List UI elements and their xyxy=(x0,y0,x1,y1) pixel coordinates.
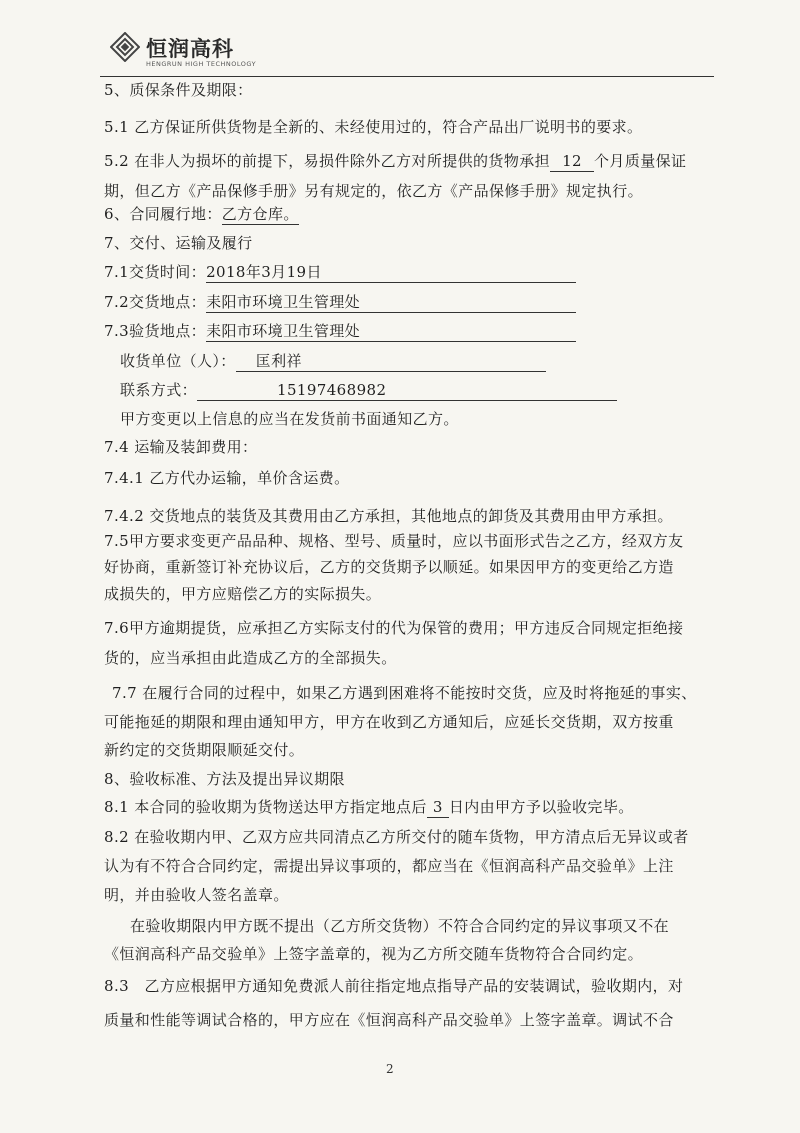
delivery-place: 耒阳市环境卫生管理处 xyxy=(206,293,576,313)
clause-8-1: 8.1 本合同的验收期为货物送达甲方指定地点后 3 日内由甲方予以验收完毕。 xyxy=(104,798,634,816)
company-logo-icon xyxy=(110,32,140,62)
clause-7-1: 7.1交货时间：2018年3月19日 xyxy=(104,261,724,283)
clause-7-6: 7.6甲方逾期提货，应承担乙方实际支付的代为保管的费用；甲方违反合同规定拒绝接 xyxy=(104,619,684,637)
letterhead xyxy=(100,30,714,77)
clause-8-3: 8.3 乙方应根据甲方通知免费派人前往指定地点指导产品的安装调试，验收期内，对 xyxy=(104,977,684,995)
warranty-months: 12 xyxy=(550,152,594,172)
inspection-place: 耒阳市环境卫生管理处 xyxy=(206,322,576,342)
clause-7-7: 7.7 在履行合同的过程中，如果乙方遇到困难将不能按时交货，应及时将拖延的事实、 xyxy=(112,684,697,702)
clause-7-5-cont1: 好协商，重新签订补充协议后，乙方的交货期予以顺延。如果因甲方的变更给乙方造 xyxy=(104,558,674,576)
clause-5-2-cont: 期，但乙方《产品保修手册》另有规定的，依乙方《产品保修手册》规定执行。 xyxy=(104,182,644,200)
clause-8-2: 8.2 在验收期内甲、乙双方应共同清点乙方所交付的随车货物，甲方清点后无异议或者 xyxy=(104,828,689,846)
clause-7-6-cont: 货的，应当承担由此造成乙方的全部损失。 xyxy=(104,649,397,667)
section-7-heading: 7、交付、运输及履行 xyxy=(104,234,253,252)
clause-7-2: 7.2交货地点：耒阳市环境卫生管理处 xyxy=(104,291,724,313)
section-8-heading: 8、验收标准、方法及提出异议期限 xyxy=(104,770,345,788)
clause-7-7-cont2: 新约定的交货期限顺延交付。 xyxy=(104,741,305,759)
contact-line: 联系方式： 15197468982 xyxy=(120,379,740,401)
clause-8-2-para2: 在验收期限内甲方既不提出（乙方所交货物）不符合合同约定的异议事项又不在 xyxy=(130,917,670,935)
performance-place: 乙方仓库。 xyxy=(221,205,299,223)
page-number: 2 xyxy=(386,1062,394,1076)
clause-7-3: 7.3验货地点：耒阳市环境卫生管理处 xyxy=(104,320,724,342)
clause-8-2-para2-cont: 《恒润高科产品交验单》上签字盖章的，视为乙方所交随车货物符合合同约定。 xyxy=(104,945,644,963)
section-5-heading: 5、质保条件及期限： xyxy=(104,81,253,99)
clause-8-2-cont1: 认为有不符合合同约定，需提出异议事项的，都应当在《恒润高科产品交验单》上注 xyxy=(104,857,674,875)
clause-5-1: 5.1 乙方保证所供货物是全新的、未经使用过的，符合产品出厂说明书的要求。 xyxy=(104,118,643,136)
clause-7-4-2: 7.4.2 交货地点的装货及其费用由乙方承担，其他地点的卸货及其费用由甲方承担。 xyxy=(104,507,673,525)
clause-7-7-cont1: 可能拖延的期限和理由通知甲方，甲方在收到乙方通知后，应延长交货期，双方按重 xyxy=(104,713,674,731)
clause-7-5: 7.5甲方要求变更产品品种、规格、型号、质量时，应以书面形式告之乙方，经双方友 xyxy=(104,532,684,550)
clause-7-4-1: 7.4.1 乙方代办运输，单价含运费。 xyxy=(104,469,350,487)
inspection-days: 3 xyxy=(427,798,449,818)
change-notice: 甲方变更以上信息的应当在发货前书面通知乙方。 xyxy=(120,410,459,428)
clause-5-2: 5.2 在非人为损坏的前提下，易损件除外乙方对所提供的货物承担 12 个月质量保证 xyxy=(104,152,687,170)
company-name: 恒润高科 xyxy=(146,37,234,61)
clause-8-2-cont2: 明，并由验收人签名盖章。 xyxy=(104,886,289,904)
consignee-line: 收货单位（人）： 匡利祥 xyxy=(120,350,740,372)
clause-8-3-cont: 质量和性能等调试合格的，甲方应在《恒润高科产品交验单》上签字盖章。调试不合 xyxy=(104,1011,674,1029)
consignee: 匡利祥 xyxy=(236,352,546,372)
section-6: 6、合同履行地：乙方仓库。 xyxy=(104,205,299,223)
contact-phone: 15197468982 xyxy=(197,381,617,401)
delivery-date: 2018年3月19日 xyxy=(206,263,576,283)
company-name-en: HENGRUN HIGH TECHNOLOGY xyxy=(146,60,257,68)
clause-7-5-cont2: 成损失的，甲方应赔偿乙方的实际损失。 xyxy=(104,585,382,603)
clause-7-4: 7.4 运输及装卸费用： xyxy=(104,438,258,456)
